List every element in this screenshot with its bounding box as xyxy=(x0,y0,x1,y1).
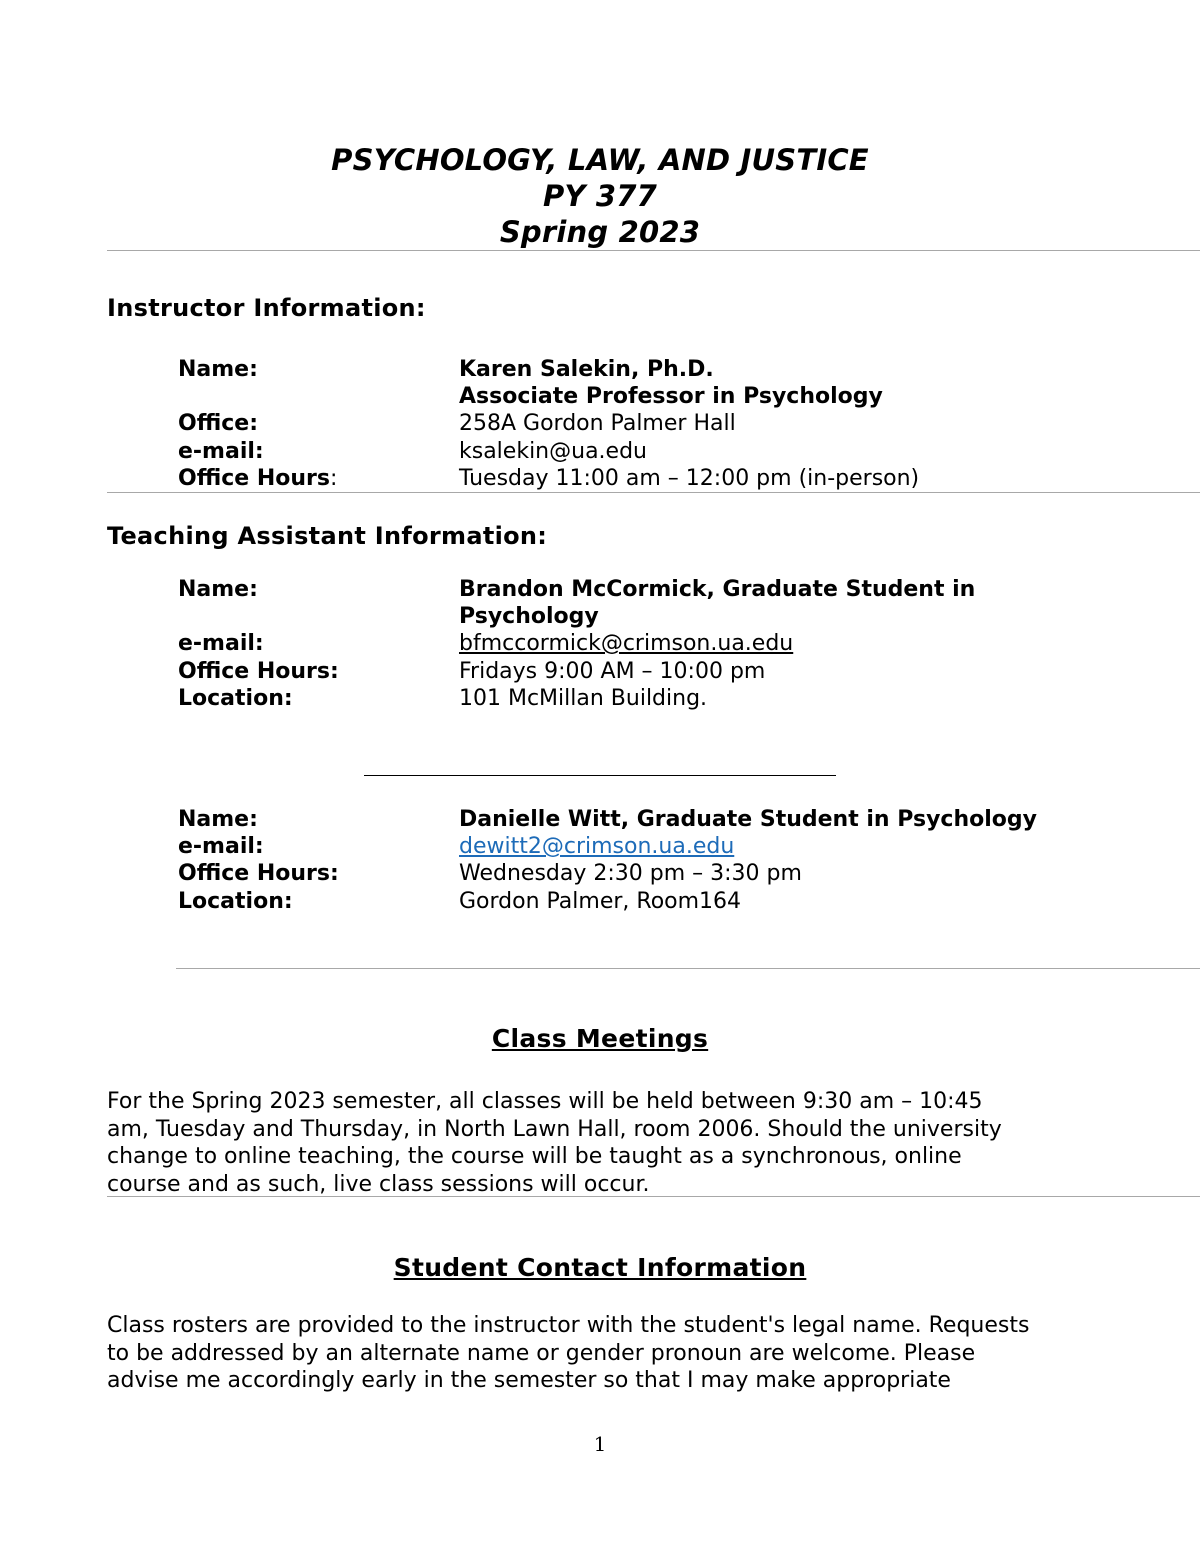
ta2-location-label: Location: xyxy=(178,889,293,914)
instructor-divider xyxy=(107,492,1200,493)
instructor-hours-label: Office Hours xyxy=(178,466,330,491)
instructor-title: Associate Professor in Psychology xyxy=(459,384,883,409)
student-contact-line: to be addressed by an alternate name or gender pronoun are welcome. Please xyxy=(107,1340,976,1366)
class-meetings-line: For the Spring 2023 semester, all classes will be held between 9:30 am – 10:45 xyxy=(107,1089,983,1114)
instructor-office: 258A Gordon Palmer Hall xyxy=(459,411,736,436)
instructor-hours: Tuesday 11:00 am – 12:00 pm (in-person) xyxy=(459,466,920,491)
course-title: PSYCHOLOGY, LAW, AND JUSTICE xyxy=(331,143,869,177)
class-meetings-divider xyxy=(107,1196,1200,1197)
instructor-email-label: e-mail: xyxy=(178,439,264,464)
instructor-name: Karen Salekin, Ph.D. xyxy=(459,357,714,382)
class-meetings-line: course and as such, live class sessions will occur. xyxy=(107,1171,650,1197)
ta1-email-link[interactable]: bfmccormick@crimson.ua.edu xyxy=(459,631,794,656)
ta2-location: Gordon Palmer, Room164 xyxy=(459,889,742,914)
title-divider xyxy=(107,250,1200,251)
course-number: PY 377 xyxy=(542,179,658,213)
ta1-hours: Fridays 9:00 AM – 10:00 pm xyxy=(459,659,766,684)
student-contact-line: Class rosters are provided to the instructor with the student's legal name. Requests xyxy=(107,1313,1030,1338)
ta2-name: Danielle Witt, Graduate Student in Psychology xyxy=(459,807,1037,832)
student-contact-heading: Student Contact Information xyxy=(393,1253,807,1282)
ta1-email-label: e-mail: xyxy=(178,631,264,656)
ta1-hours-label: Office Hours: xyxy=(178,659,339,684)
ta1-location-label: Location: xyxy=(178,686,293,711)
ta1-name-label: Name: xyxy=(178,577,258,602)
ta-separator xyxy=(364,775,836,776)
course-term: Spring 2023 xyxy=(499,215,701,249)
ta2-email-label: e-mail: xyxy=(178,834,264,859)
class-meetings-line: am, Tuesday and Thursday, in North Lawn Hall, room 2006. Should the university xyxy=(107,1116,1002,1142)
ta2-email-link[interactable]: dewitt2@crimson.ua.edu xyxy=(459,834,735,859)
instructor-email: ksalekin@ua.edu xyxy=(459,439,647,464)
ta1-name-cont: Psychology xyxy=(459,604,599,629)
class-meetings-line: change to online teaching, the course will be taught as a synchronous, online xyxy=(107,1144,962,1169)
student-contact-paragraph xyxy=(107,1312,1107,1395)
ta2-hours-label: Office Hours: xyxy=(178,861,339,886)
ta-divider xyxy=(176,968,1200,969)
page-number: 1 xyxy=(593,1432,607,1456)
class-meetings-paragraph xyxy=(107,1088,1107,1198)
class-meetings-heading: Class Meetings xyxy=(491,1024,709,1053)
ta1-location: 101 McMillan Building. xyxy=(459,686,708,711)
ta-heading: Teaching Assistant Information: xyxy=(107,522,548,550)
instructor-hours-colon: : xyxy=(330,466,338,491)
instructor-heading: Instructor Information: xyxy=(107,294,426,322)
ta2-name-label: Name: xyxy=(178,807,258,832)
instructor-hours-label-wrap xyxy=(178,465,337,492)
instructor-name-label: Name: xyxy=(178,357,258,382)
instructor-office-label: Office: xyxy=(178,411,258,436)
student-contact-line: advise me accordingly early in the semester so that I may make appropriate xyxy=(107,1368,951,1393)
ta2-hours: Wednesday 2:30 pm – 3:30 pm xyxy=(459,861,802,886)
ta1-name: Brandon McCormick, Graduate Student in xyxy=(459,577,976,602)
